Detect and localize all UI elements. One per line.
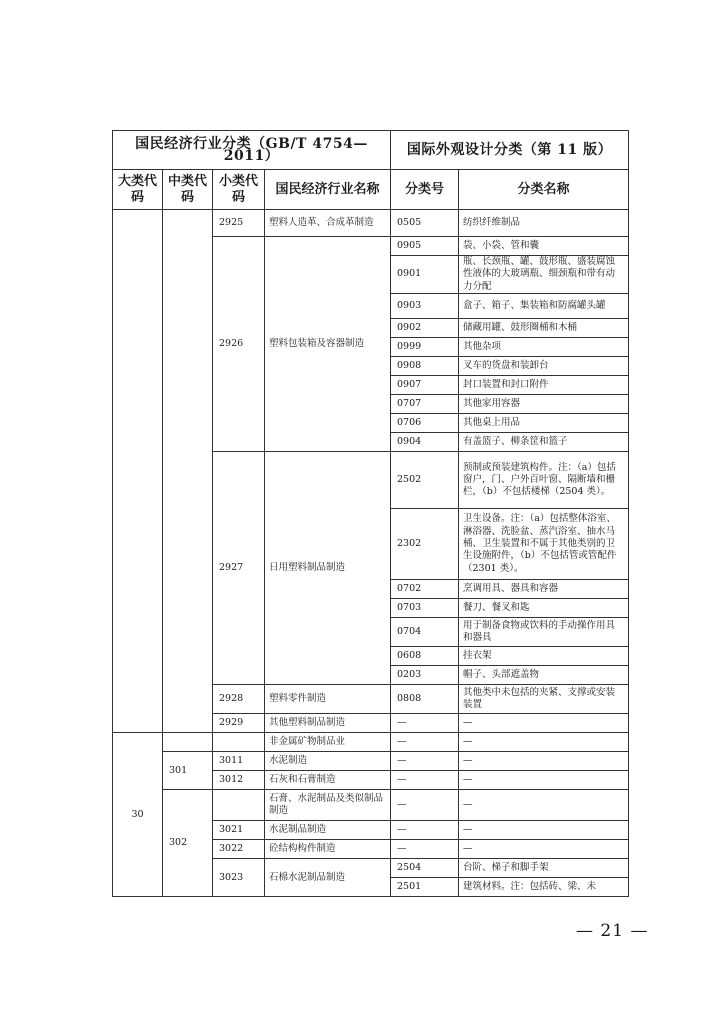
class-number: 0908 xyxy=(391,357,459,376)
class-name: 预制或预装建筑构件。注：（a）包括窗户，门、户外百叶窗、隔断墙和栅栏，（b）不包括楼梯（2504 类）。 xyxy=(459,452,629,509)
class-name: — xyxy=(459,821,629,840)
class-name: 有盖篮子、柳条筐和篮子 xyxy=(459,433,629,452)
class-number: 0808 xyxy=(391,685,459,714)
class-name: — xyxy=(459,840,629,859)
industry-name: 水泥制造 xyxy=(265,752,391,771)
class-name: 袋、小袋、管和囊 xyxy=(459,237,629,256)
class-name: 其他家用容器 xyxy=(459,395,629,414)
industry-name: 非金属矿物制品业 xyxy=(265,733,391,752)
class-name: 其他杂项 xyxy=(459,338,629,357)
minor-code-blank xyxy=(213,790,265,821)
col-major-code: 大类代码 xyxy=(113,170,163,210)
class-name: 卫生设备。注：（a）包括整体浴室、淋浴器、洗脸盆、蒸汽浴室、抽水马桶、卫生装置和不属于其他类别的卫生设施附件，（b）不包括管或管配件（2301 类）。 xyxy=(459,509,629,580)
class-name: 储藏用罐、鼓形圈桶和木桶 xyxy=(459,319,629,338)
industry-name: 砼结构构件制造 xyxy=(265,840,391,859)
minor-code: 3022 xyxy=(213,840,265,859)
minor-code: 3012 xyxy=(213,771,265,790)
industry-name: 石灰和石膏制造 xyxy=(265,771,391,790)
minor-code: 3023 xyxy=(213,859,265,897)
class-name: 台阶、梯子和脚手架 xyxy=(459,859,629,878)
class-number: — xyxy=(391,771,459,790)
class-number: 2501 xyxy=(391,878,459,897)
class-name: 帽子、头部遮盖物 xyxy=(459,666,629,685)
class-name: 盒子、箱子、集装箱和防腐罐头罐 xyxy=(459,294,629,319)
design-classification-title: 国际外观设计分类（第 11 版） xyxy=(391,131,629,170)
classification-table xyxy=(112,130,629,897)
economic-classification-title: 国民经济行业分类（GB/T 4754—2011） xyxy=(113,131,391,170)
industry-name: 石棉水泥制品制造 xyxy=(265,859,391,897)
class-name: — xyxy=(459,733,629,752)
industry-name: 日用塑料制品制造 xyxy=(265,452,391,685)
class-name: 其他桌上用品 xyxy=(459,414,629,433)
table-row xyxy=(113,752,629,771)
class-number: 0999 xyxy=(391,338,459,357)
class-name: 封口装置和封口附件 xyxy=(459,376,629,395)
medium-code-cell xyxy=(163,210,213,733)
class-name: 挂衣架 xyxy=(459,647,629,666)
class-number: 0505 xyxy=(391,210,459,237)
major-code: 30 xyxy=(113,733,163,897)
class-number: 0907 xyxy=(391,376,459,395)
industry-name: 塑料零件制造 xyxy=(265,685,391,714)
minor-code: 2929 xyxy=(213,714,265,733)
class-name: — xyxy=(459,790,629,821)
class-number: 2504 xyxy=(391,859,459,878)
page-number: — 21 — xyxy=(576,921,649,941)
medium-code: 302 xyxy=(163,790,213,897)
industry-name: 水泥制品制造 xyxy=(265,821,391,840)
class-number: 0703 xyxy=(391,599,459,618)
class-number: 0707 xyxy=(391,395,459,414)
class-number: — xyxy=(391,733,459,752)
class-number: 0901 xyxy=(391,256,459,294)
class-name: 烹调用具、器具和容器 xyxy=(459,580,629,599)
column-header-row xyxy=(113,170,629,210)
major-code-cell xyxy=(113,210,163,733)
class-number: 0904 xyxy=(391,433,459,452)
table-row xyxy=(113,790,629,821)
class-number: — xyxy=(391,821,459,840)
table-row xyxy=(113,210,629,237)
class-number: 0902 xyxy=(391,319,459,338)
class-name: 建筑材料。注：包括砖、梁、未 xyxy=(459,878,629,897)
class-number: 0706 xyxy=(391,414,459,433)
class-number: 2302 xyxy=(391,509,459,580)
col-class-number: 分类号 xyxy=(391,170,459,210)
industry-name: 塑料包装箱及容器制造 xyxy=(265,237,391,452)
col-medium-code: 中类代码 xyxy=(163,170,213,210)
minor-code: 2925 xyxy=(213,210,265,237)
class-number: — xyxy=(391,714,459,733)
class-number: 0702 xyxy=(391,580,459,599)
industry-name: 石膏、水泥制品及类似制品制造 xyxy=(265,790,391,821)
class-name: 其他类中未包括的夹紧、支撑或安装装置 xyxy=(459,685,629,714)
minor-code: 3011 xyxy=(213,752,265,771)
class-name: — xyxy=(459,714,629,733)
class-number: 2502 xyxy=(391,452,459,509)
minor-code: 2927 xyxy=(213,452,265,685)
col-minor-code: 小类代码 xyxy=(213,170,265,210)
class-number: — xyxy=(391,752,459,771)
class-name: 餐刀、餐叉和匙 xyxy=(459,599,629,618)
industry-name: 其他塑料制品制造 xyxy=(265,714,391,733)
minor-code: 3021 xyxy=(213,821,265,840)
title-row xyxy=(113,131,629,170)
class-number: 0905 xyxy=(391,237,459,256)
minor-code: 2926 xyxy=(213,237,265,452)
class-name: 用于制备食物或饮料的手动操作用具和器具 xyxy=(459,618,629,647)
class-number: 0203 xyxy=(391,666,459,685)
class-name: — xyxy=(459,752,629,771)
medium-code: 301 xyxy=(163,752,213,790)
minor-code: 2928 xyxy=(213,685,265,714)
class-number: 0903 xyxy=(391,294,459,319)
class-number: — xyxy=(391,840,459,859)
table-row xyxy=(113,733,629,752)
class-number: 0704 xyxy=(391,618,459,647)
minor-code-blank xyxy=(213,733,265,752)
col-class-name: 分类名称 xyxy=(459,170,629,210)
class-number: — xyxy=(391,790,459,821)
class-name: 纺织纤维制品 xyxy=(459,210,629,237)
class-name: — xyxy=(459,771,629,790)
medium-code-blank xyxy=(163,733,213,752)
industry-name: 塑料人造革、合成革制造 xyxy=(265,210,391,237)
class-name: 叉车的货盘和装卸台 xyxy=(459,357,629,376)
class-name: 瓶、长颈瓶、罐、鼓形瓶、盛装腐蚀性液体的大玻璃瓶、细颈瓶和带有动力分配 xyxy=(459,256,629,294)
col-industry-name: 国民经济行业名称 xyxy=(265,170,391,210)
class-number: 0608 xyxy=(391,647,459,666)
